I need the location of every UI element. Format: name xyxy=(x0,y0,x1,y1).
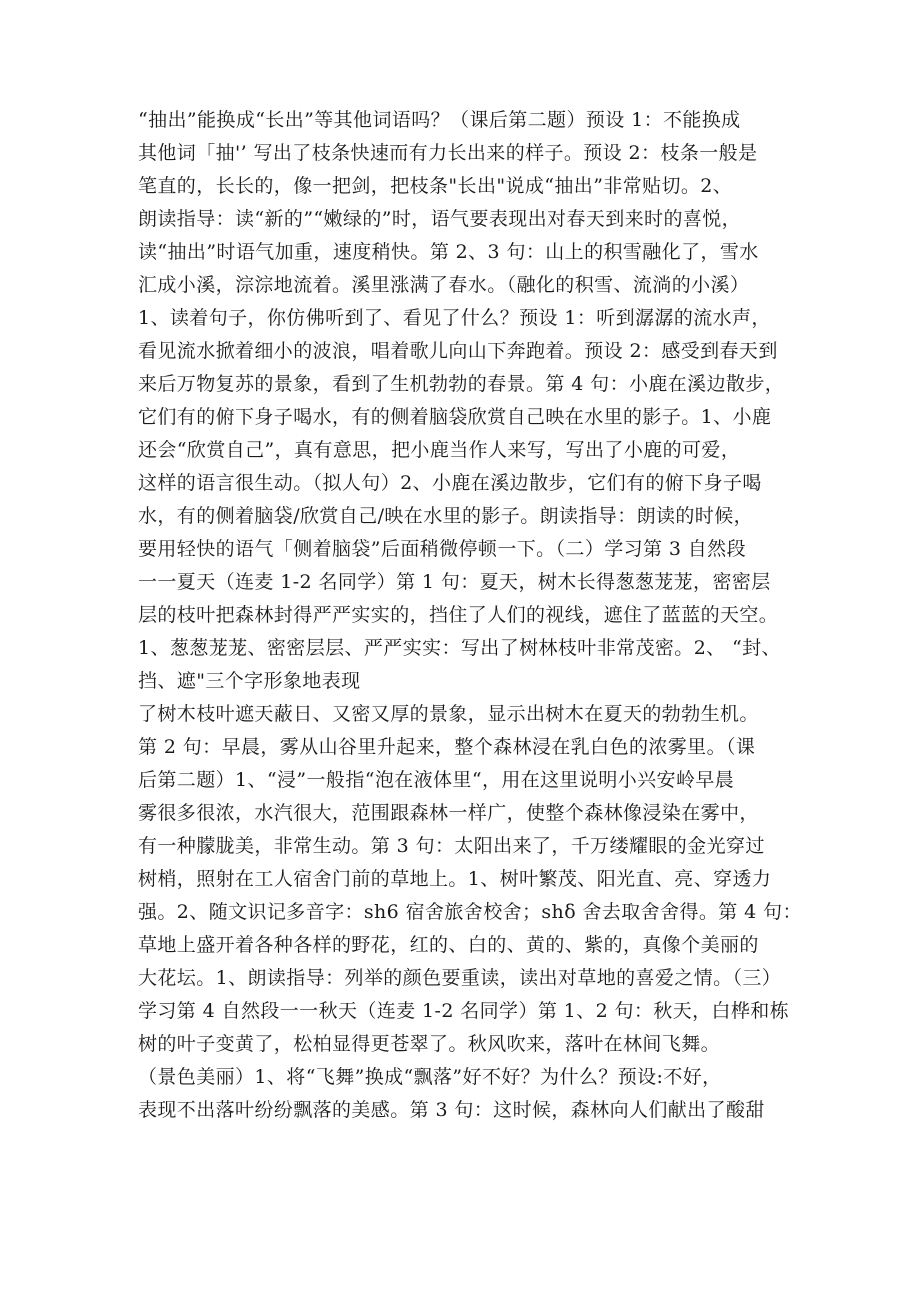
text-line: 树的叶子变黄了，松柏显得更苍翠了。秋风吹来，落叶在林间飞舞。 xyxy=(138,1033,721,1055)
text-line: 水，有的侧着脑袋/欣赏自己/映在水里的影子。朗读指导：朗读的时候， xyxy=(138,505,754,527)
text-line: 表现不出落叶纷纷飘落的美感。第 3 句：这时候，森林向人们献出了酸甜 xyxy=(138,1099,765,1121)
text-line: 草地上盛开着各种各样的野花，红的、白的、黄的、紫的，真像个美丽的 xyxy=(138,934,759,956)
text-line: 一一夏天（连麦 1-2 名同学）第 1 句：夏天，树木长得葱葱茏茏，密密层 xyxy=(138,571,771,593)
text-line: 读“抽出”时语气加重，速度稍快。第 2、3 句：山上的积雪融化了，雪水 xyxy=(138,241,759,263)
text-line: 1、葱葱茏茏、密密层层、严严实实：写出了树林枝叶非常茂密。2、 “封、 xyxy=(138,637,781,659)
text-line: 有一种朦胧美，非常生动。第 3 句：太阳出来了，千万缕耀眼的金光穿过 xyxy=(138,835,765,857)
text-line: 其他词「抽'’ 写出了枝条快速而有力长出来的样子。预设 2：枝条一般是 xyxy=(138,142,758,164)
text-line: 雾很多很浓，水汽很大，范围跟森林一样广，使整个森林像浸染在雾中， xyxy=(138,802,759,824)
text-line: 这样的语言很生动。（拟人句）2、小鹿在溪边散步，它们有的俯下身子喝 xyxy=(138,472,762,494)
text-line: 要用轻快的语气「侧着脑袋”后面稍微停顿一下。（二）学习第 3 自然段 xyxy=(138,538,746,560)
text-line: 后第二题）1、“浸”一般指“泡在液体里“，用在这里说明小兴安岭早晨 xyxy=(138,769,735,791)
text-line: 笔直的，长长的，像一把剑，把枝条"长出"说成“抽出”非常贴切。2、 xyxy=(138,175,733,197)
text-line: 强。2、随文识记多音字：sh6 宿舍旅舍校舍；shδ 舍去取舍舍得。第 4 句： xyxy=(138,901,802,923)
text-line: 第 2 句：早晨，雾从山谷里升起来，整个森林浸在乳白色的浓雾里。（课 xyxy=(138,736,756,758)
text-line: 1、读着句子，你仿佛听到了、看见了什么？预设 1：听到潺潺的流水声， xyxy=(138,307,771,329)
text-line: 学习第 4 自然段一一秋天（连麦 1-2 名同学）第 1、2 句：秋天，白桦和栋 xyxy=(138,1000,790,1022)
body-text xyxy=(138,104,802,1127)
text-line: 朗读指导：读“新的”“嫩绿的”时，语气要表现出对春天到来时的喜悦， xyxy=(138,208,742,230)
text-line: 大花坛。1、朗读指导：列举的颜色要重读，读出对草地的喜爱之情。（三） xyxy=(138,967,782,989)
text-line: 它们有的俯下身子喝水，有的侧着脑袋欣赏自己映在水里的影子。1、小鹿 xyxy=(138,406,772,428)
text-line: 来后万物复苏的景象，看到了生机勃勃的春景。第 4 句：小鹿在溪边散步， xyxy=(138,373,785,395)
text-line: 看见流水掀着细小的波浪，唱着歌儿向山下奔跑着。预设 2：感受到春天到 xyxy=(138,340,778,362)
text-line: 挡、遮"三个字形象地表现 xyxy=(138,670,361,692)
text-line: （景色美丽）1、将“飞舞”换成“飘落”好不好？为什么？预设:不好， xyxy=(138,1066,722,1088)
text-line: 还会“欣赏自己”，真有意思，把小鹿当作人来写，写出了小鹿的可爱， xyxy=(138,439,741,461)
text-line: “抽出”能换成“长出”等其他词语吗？（课后第二题）预设 1：不能换成 xyxy=(138,109,741,131)
text-line: 汇成小溪，淙淙地流着。溪里涨满了春水。（融化的积雪、流淌的小溪） xyxy=(138,274,750,296)
text-line: 层的枝叶把森林封得严严实实的，挡住了人们的视线，遮住了蓝蓝的天空。 xyxy=(138,604,779,626)
text-line: 了树木枝叶遮天蔽日、又密又厚的景象，显示出树木在夏天的勃勃生机。 xyxy=(138,703,759,725)
text-line: 树梢，照射在工人宿舍门前的草地上。1、树叶繁茂、阳光直、亮、穿透力 xyxy=(138,868,772,890)
